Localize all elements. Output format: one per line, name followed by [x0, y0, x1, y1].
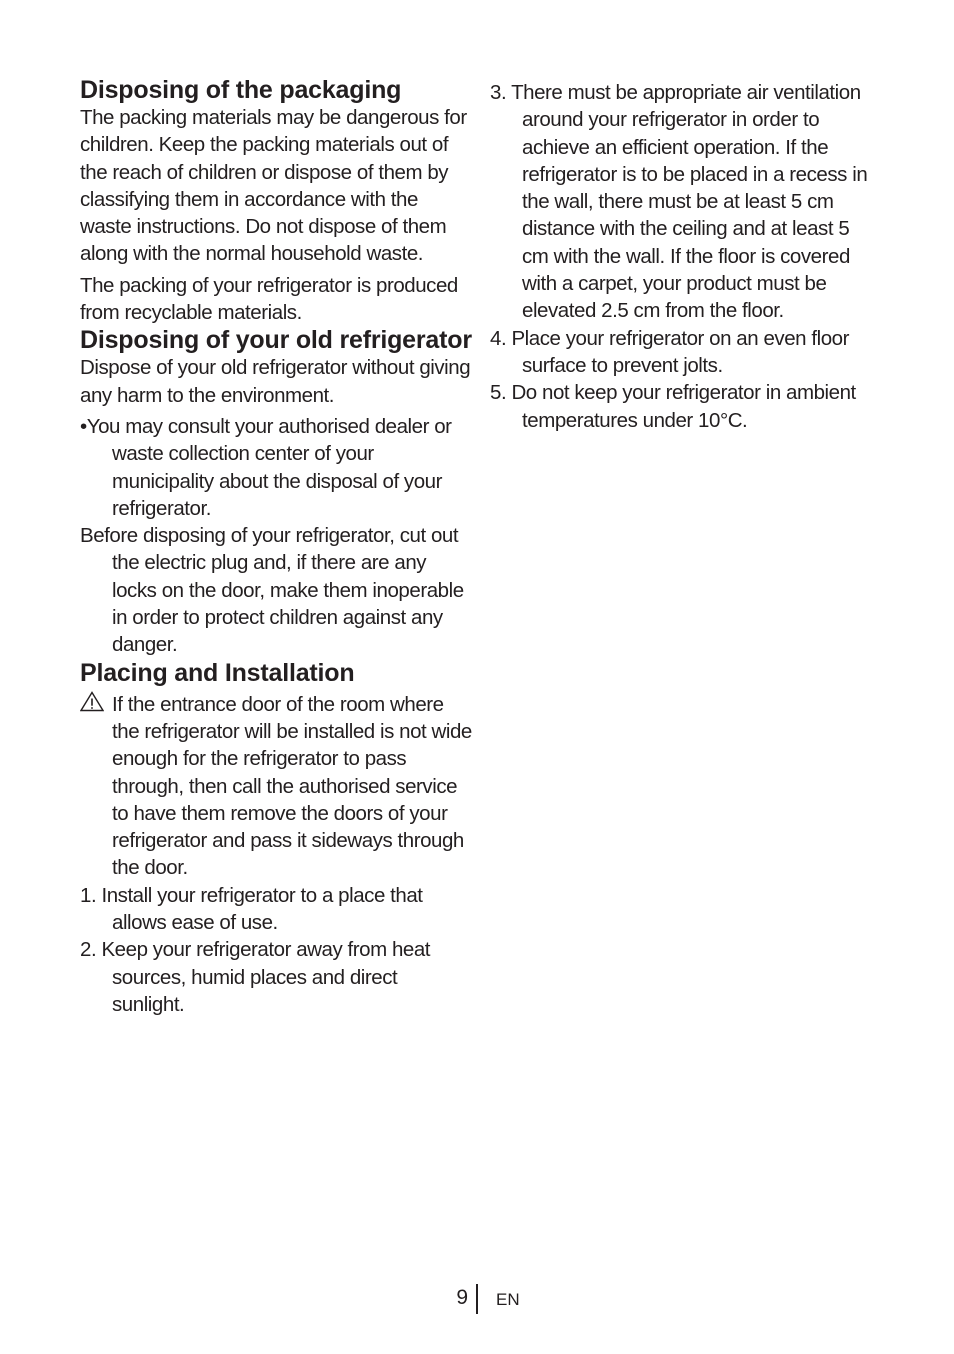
- right-column: [490, 76, 880, 434]
- warning-text: If the entrance door of the room where the refrigerator will be installed is not wide enough for the refrigerator to pass through, then call the authorised service to have them remove the doors of your refrigerator and pass it sideways through the door.: [112, 692, 472, 880]
- warning-triangle-icon: [80, 691, 104, 712]
- list-item-2: 2. Keep your refrigerator away from heat sources, humid places and direct sunlight.: [80, 938, 431, 1016]
- section-heading-packaging: Disposing of the packaging: [80, 76, 402, 104]
- warning-paragraph: [80, 691, 472, 882]
- old-refrigerator-paragraph: Dispose of your old refrigerator without giving any harm to the environment.: [80, 356, 471, 407]
- page-number: 9: [456, 1286, 468, 1309]
- before-disposing-paragraph: Before disposing of your refrigerator, cut out the electric plug and, if there are any locks on the door, make them inoperable in order to protect children against any danger.: [80, 524, 464, 657]
- left-column: [80, 76, 472, 1018]
- language-code: EN: [496, 1290, 520, 1309]
- packaging-paragraph-1: The packing materials may be dangerous for children. Keep the packing materials out of the reach of children or dispose of them by classifying them in accordance with the waste instructions. Do not dispose of them along with the normal household waste.: [80, 106, 467, 266]
- list-item-3: 3. There must be appropriate air ventilation around your refrigerator in order to achieve an efficient operation. If the refrigerator is to be placed in a recess in the wall, there must be at least 5 cm distance with the ceiling and at least 5 cm with the wall. If the floor is covered with a carpet, your product must be elevated 2.5 cm from the floor.: [490, 81, 868, 323]
- list-item-4: 4. Place your refrigerator on an even floor surface to prevent jolts.: [490, 326, 849, 377]
- section-heading-old-refrigerator: Disposing of your old refrigerator: [80, 326, 472, 355]
- list-item-5: 5. Do not keep your refrigerator in ambient temperatures under 10°C.: [490, 381, 856, 432]
- packaging-paragraph-2: The packing of your refrigerator is produced from recyclable materials.: [80, 273, 458, 325]
- page-footer: [0, 1284, 954, 1314]
- list-item-1: 1. Install your refrigerator to a place that allows ease of use.: [80, 883, 423, 935]
- section-heading-placing-installation: Placing and Installation: [80, 658, 355, 687]
- bullet-consult-dealer: •You may consult your authorised dealer or waste collection center of your municipality about the disposal of your refrigerator.: [80, 414, 452, 520]
- footer-divider: [476, 1284, 478, 1314]
